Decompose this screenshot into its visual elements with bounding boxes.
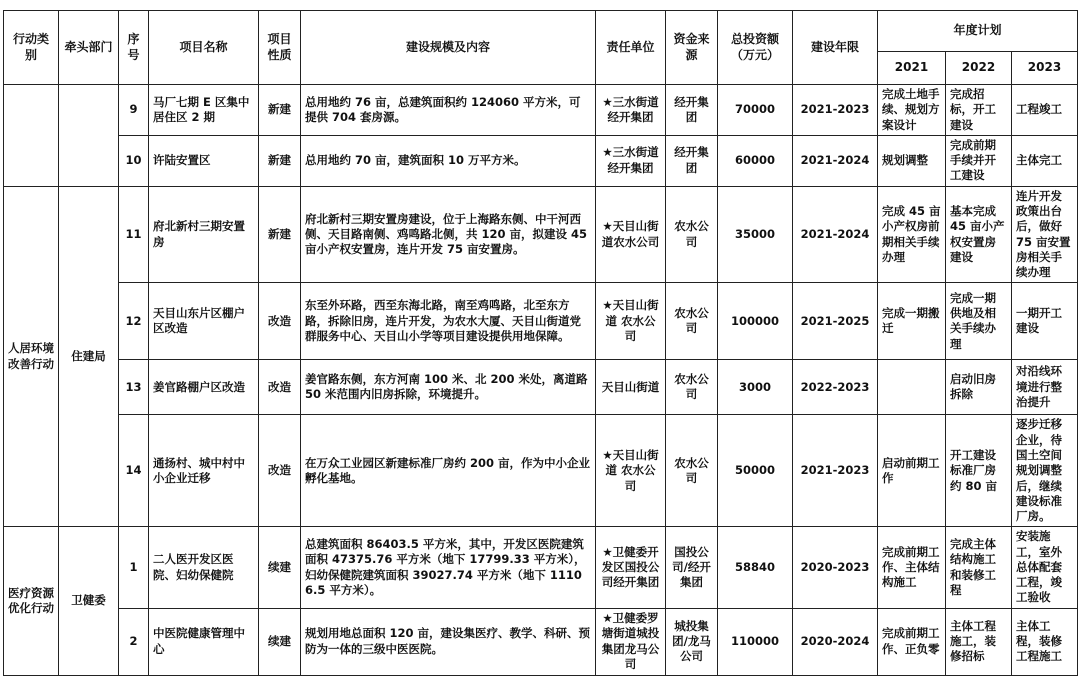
header-name: 项目名称 (149, 11, 259, 85)
name-cell: 二人医开发区医院、妇幼保健院 (149, 527, 259, 608)
period-cell: 2021-2025 (793, 283, 878, 360)
header-invest: 总投资额（万元） (718, 11, 793, 85)
period-cell: 2020-2023 (793, 527, 878, 608)
content-cell: 规划用地总面积 120 亩，建设集医疗、教学、科研、预防为一体的三级中医医院。 (301, 608, 596, 675)
table-row (4, 527, 1078, 608)
plan-2021-cell: 完成一期搬迁 (878, 283, 946, 360)
table-row (4, 283, 1078, 360)
period-cell: 2020-2024 (793, 608, 878, 675)
unit-cell: ★天目山街道 农水公司 (596, 283, 666, 360)
plan-2023-cell: 安装施工，室外总体配套工程，竣工验收 (1012, 527, 1078, 608)
period-cell: 2021-2023 (793, 85, 878, 136)
header-period: 建设年限 (793, 11, 878, 85)
fund-cell: 城投集团/龙马公司 (666, 608, 718, 675)
plan-2022-cell: 完成一期供地及相关手续办理 (946, 283, 1012, 360)
seq-cell: 1 (119, 527, 149, 608)
name-cell: 中医院健康管理中心 (149, 608, 259, 675)
invest-cell: 58840 (718, 527, 793, 608)
dept-cell (59, 85, 119, 187)
header-plan: 年度计划 (878, 11, 1078, 52)
unit-cell: ★天目山街道农水公司 (596, 186, 666, 283)
fund-cell: 国投公司/经开集团 (666, 527, 718, 608)
name-cell: 通扬村、城中村中小企业迁移 (149, 415, 259, 527)
fund-cell: 农水公司 (666, 360, 718, 415)
header-dept: 牵头部门 (59, 11, 119, 85)
invest-cell: 50000 (718, 415, 793, 527)
header-2022: 2022 (946, 52, 1012, 85)
invest-cell: 3000 (718, 360, 793, 415)
plan-2022-cell: 启动旧房拆除 (946, 360, 1012, 415)
plan-2023-cell: 连片开发政策出台后，做好 75 亩安置房相关手续办理 (1012, 186, 1078, 283)
unit-cell: ★卫健委罗塘街道城投集团龙马公司 (596, 608, 666, 675)
dept-cell: 住建局 (59, 186, 119, 527)
category-cell: 医疗资源优化行动 (4, 527, 59, 675)
dept-cell: 卫健委 (59, 527, 119, 675)
fund-cell: 农水公司 (666, 186, 718, 283)
nature-cell: 新建 (259, 85, 301, 136)
nature-cell: 新建 (259, 186, 301, 283)
unit-cell: ★卫健委开发区国投公司经开集团 (596, 527, 666, 608)
content-cell: 姜官路东侧，东方河南 100 米、北 200 米处，离道路 50 米范围内旧房拆除，环境提升。 (301, 360, 596, 415)
invest-cell: 35000 (718, 186, 793, 283)
nature-cell: 改造 (259, 360, 301, 415)
name-cell: 天目山东片区棚户区改造 (149, 283, 259, 360)
fund-cell: 经开集团 (666, 135, 718, 186)
name-cell: 许陆安置区 (149, 135, 259, 186)
header-fund: 资金来源 (666, 11, 718, 85)
table-row (4, 85, 1078, 136)
seq-cell: 9 (119, 85, 149, 136)
fund-cell: 农水公司 (666, 283, 718, 360)
seq-cell: 12 (119, 283, 149, 360)
plan-2023-cell: 逐步迁移企业，待国土空间规划调整后，继续建设标准厂房。 (1012, 415, 1078, 527)
name-cell: 马厂七期 E 区集中居住区 2 期 (149, 85, 259, 136)
invest-cell: 70000 (718, 85, 793, 136)
seq-cell: 13 (119, 360, 149, 415)
plan-2023-cell: 工程竣工 (1012, 85, 1078, 136)
category-cell: 人居环境改善行动 (4, 186, 59, 527)
content-cell: 总用地约 76 亩，总建筑面积约 124060 平方米，可提供 704 套房源。 (301, 85, 596, 136)
nature-cell: 续建 (259, 527, 301, 608)
header-content: 建设规模及内容 (301, 11, 596, 85)
plan-2022-cell: 完成前期手续并开工建设 (946, 135, 1012, 186)
seq-cell: 10 (119, 135, 149, 186)
period-cell: 2021-2023 (793, 415, 878, 527)
unit-cell: ★天目山街道 农水公司 (596, 415, 666, 527)
plan-2021-cell (878, 360, 946, 415)
unit-cell: 天目山街道 (596, 360, 666, 415)
category-cell (4, 85, 59, 187)
plan-2023-cell: 对沿线环境进行整治提升 (1012, 360, 1078, 415)
table-row (4, 135, 1078, 186)
content-cell: 总建筑面积 86403.5 平方米，其中，开发区医院建筑面积 47375.76 平方米（地下 17799.33 平方米），妇幼保健院建筑面积 39027.74 平方米（地下 11106.5 平方米）。 (301, 527, 596, 608)
plan-2022-cell: 基本完成 45 亩小产权安置房建设 (946, 186, 1012, 283)
period-cell: 2021-2024 (793, 135, 878, 186)
plan-2021-cell: 完成土地手续、规划方案设计 (878, 85, 946, 136)
plan-2021-cell: 规划调整 (878, 135, 946, 186)
fund-cell: 经开集团 (666, 85, 718, 136)
unit-cell: ★三水街道经开集团 (596, 85, 666, 136)
period-cell: 2022-2023 (793, 360, 878, 415)
plan-2021-cell: 完成前期工作、主体结构施工 (878, 527, 946, 608)
name-cell: 府北新村三期安置房 (149, 186, 259, 283)
period-cell: 2021-2024 (793, 186, 878, 283)
nature-cell: 改造 (259, 283, 301, 360)
table-row (4, 415, 1078, 527)
nature-cell: 新建 (259, 135, 301, 186)
header-nature: 项目性质 (259, 11, 301, 85)
seq-cell: 14 (119, 415, 149, 527)
content-cell: 东至外环路，西至东海北路，南至鸡鸣路，北至东方路，拆除旧房，连片开发，为农水大厦、天目山街道党群服务中心、天目山小学等项目建设提供用地保障。 (301, 283, 596, 360)
content-cell: 在万众工业园区新建标准厂房约 200 亩，作为中小企业孵化基地。 (301, 415, 596, 527)
annual-plan-table (3, 10, 1078, 676)
invest-cell: 110000 (718, 608, 793, 675)
plan-2021-cell: 完成前期工作、正负零 (878, 608, 946, 675)
plan-2022-cell: 主体工程施工，装修招标 (946, 608, 1012, 675)
header-seq: 序号 (119, 11, 149, 85)
header-2023: 2023 (1012, 52, 1078, 85)
header-2021: 2021 (878, 52, 946, 85)
nature-cell: 续建 (259, 608, 301, 675)
header-unit: 责任单位 (596, 11, 666, 85)
plan-2022-cell: 完成招标，开工建设 (946, 85, 1012, 136)
invest-cell: 60000 (718, 135, 793, 186)
seq-cell: 11 (119, 186, 149, 283)
plan-2023-cell: 一期开工建设 (1012, 283, 1078, 360)
plan-2023-cell: 主体工程，装修工程施工 (1012, 608, 1078, 675)
plan-2021-cell: 完成 45 亩小产权房前期相关手续办理 (878, 186, 946, 283)
seq-cell: 2 (119, 608, 149, 675)
invest-cell: 100000 (718, 283, 793, 360)
content-cell: 总用地约 70 亩，建筑面积 10 万平方米。 (301, 135, 596, 186)
unit-cell: ★三水街道经开集团 (596, 135, 666, 186)
name-cell: 姜官路棚户区改造 (149, 360, 259, 415)
table-row (4, 360, 1078, 415)
table-row (4, 186, 1078, 283)
plan-2022-cell: 完成主体结构施工和装修工程 (946, 527, 1012, 608)
fund-cell: 农水公司 (666, 415, 718, 527)
plan-2021-cell: 启动前期工作 (878, 415, 946, 527)
nature-cell: 改造 (259, 415, 301, 527)
header-category: 行动类别 (4, 11, 59, 85)
plan-2023-cell: 主体完工 (1012, 135, 1078, 186)
content-cell: 府北新村三期安置房建设，位于上海路东侧、中干河西侧、天目路南侧、鸡鸣路北侧，共 120 亩，拟建设 45 亩小产权安置房，连片开发 75 亩安置房。 (301, 186, 596, 283)
table-row (4, 608, 1078, 675)
plan-2022-cell: 开工建设标准厂房约 80 亩 (946, 415, 1012, 527)
